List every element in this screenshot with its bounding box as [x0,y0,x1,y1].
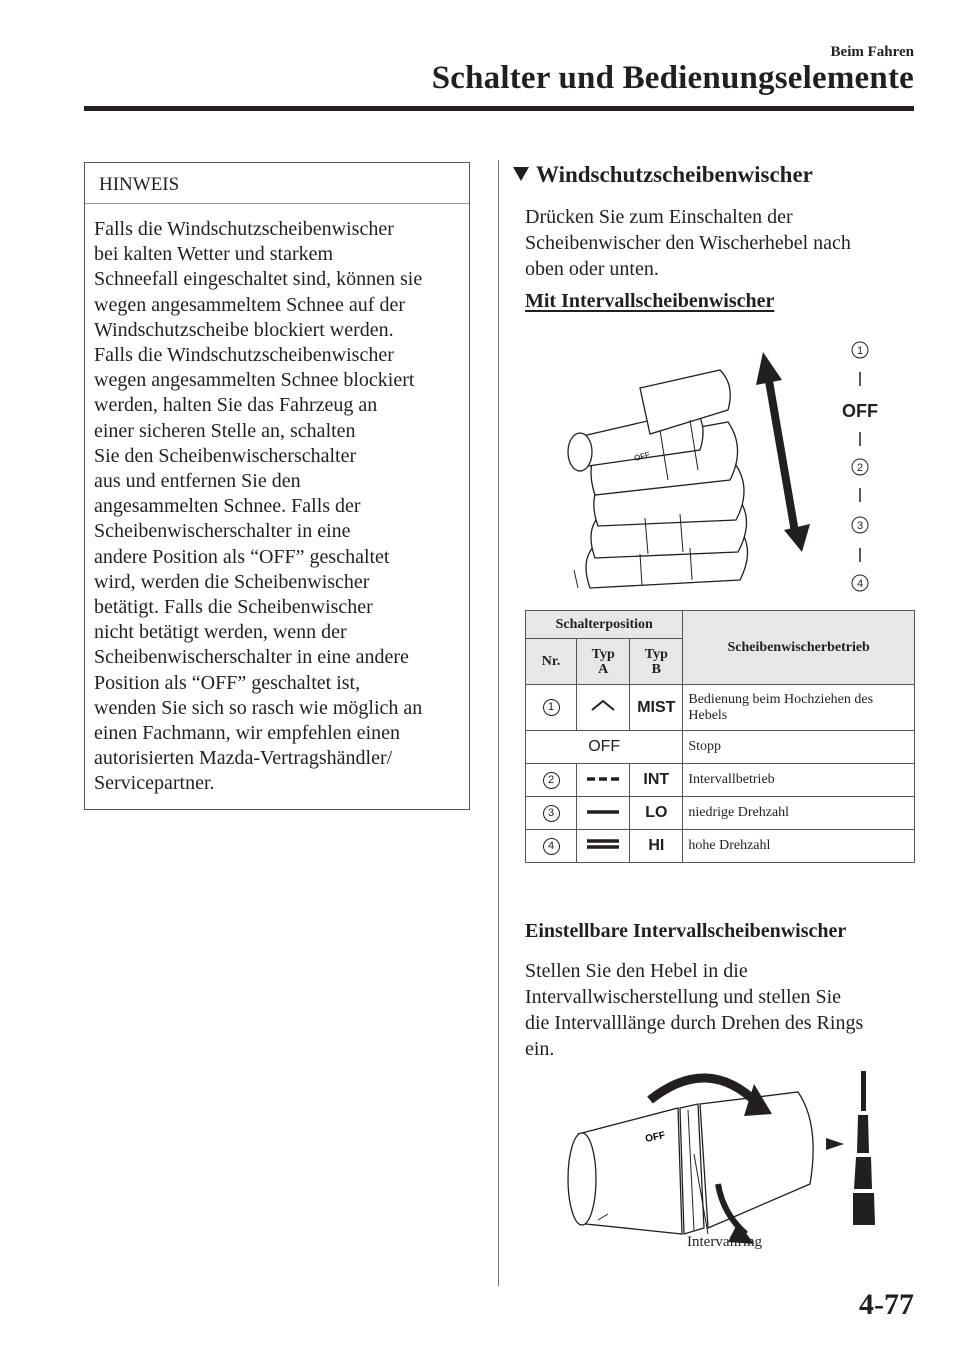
note-header [85,163,469,204]
page-number: 4-77 [859,1288,914,1321]
movement-double-arrow [756,352,810,552]
mist-chevron-icon [588,697,618,713]
type-b-symbol: MIST [630,685,683,731]
hi-double-line-icon [585,837,621,851]
note-box [84,162,470,810]
position-off-label: OFF [842,401,878,421]
row-number: 1 [543,699,560,716]
table-row [526,731,915,764]
switch-position-table [525,610,915,863]
position-2-label: 2 [856,462,864,474]
subtitle-adjustable-interval: Einstellbare Intervallscheibenwischer [525,920,847,942]
operation-text: Bedienung beim Hochziehen des Hebels [683,685,915,731]
position-4-label: 4 [856,578,864,590]
position-1-label: 1 [856,345,864,357]
intro-text: Drücken Sie zum Einschalten der Scheibenwischer den Wischerhebel nach oben oder unten. [525,206,851,280]
row-number: 2 [543,772,560,789]
type-b-symbol: INT [630,764,683,797]
type-b-symbol: HI [630,830,683,863]
adjust-instructions: Stellen Sie den Hebel in die Intervallwischerstellung und stellen Sie die Intervalllänge durch Drehen des Rings ein. [525,960,864,1060]
type-b-symbol: LO [630,797,683,830]
interval-length-scale-icon [852,1071,876,1225]
operation-text: hohe Drehzahl [683,830,915,863]
header-rule [84,106,914,111]
table-header-type-a: Typ A [577,639,630,685]
position-3-label: 3 [856,520,864,532]
row-number: 3 [543,805,560,822]
table-header-position: Schalterposition [526,611,683,639]
interval-ring-illustration [558,1064,888,1260]
note-text: Falls die Windschutzscheibenwischer bei kalten Wetter und starkem Schneefall eingeschaltet sind, können sie wegen angesammeltem Schnee auf der Windschutzscheibe blockiert werden. Falls die Windschutzscheibenwischer wegen angesammelten Schnee blockiert werden, halten Sie das Fahrzeug an einer sicheren Stelle an, schalten Sie den Scheibenwischerschalter aus und entfernen Sie den angesammelten Schnee. Falls der Scheibenwischerschalter in eine andere Position als “OFF” geschaltet wird, werden die Scheibenwischer betätigt. Falls die Scheibenwischer nicht betätigt werden, wenn der Scheibenwischerschalter in eine andere Position als “OFF” geschaltet ist, wenden Sie sich so rasch wie möglich an einen Fachmann, wir empfehlen einen autorisierten Mazda-Vertragshändler/ Servicepartner. [94,218,423,795]
table-header-operation: Scheibenwischerbetrieb [683,611,915,685]
int-dashes-icon [585,773,621,783]
section-title [513,162,813,188]
header-section: Beim Fahren [830,44,914,60]
wiper-lever-illustration [560,330,890,600]
lever-off-marking: OFF [644,1130,667,1145]
table-row [526,685,915,731]
section-title-text: Windschutzscheibenwischer [536,162,813,187]
off-symbol: OFF [526,731,683,764]
operation-text: niedrige Drehzahl [683,797,915,830]
pointer-triangle-icon [826,1138,844,1150]
table-row [526,764,915,797]
column-divider [498,160,499,1286]
triangle-bullet-icon [513,167,529,181]
subtitle-interval-wiper: Mit Intervallscheibenwischer [525,290,775,312]
note-title: HINWEIS [99,174,180,195]
interval-ring-label: Intervallring [687,1234,762,1250]
table-header-type-b: Typ B [630,639,683,685]
operation-text: Intervallbetrieb [683,764,915,797]
lever-off-marking: OFF [633,450,651,463]
lo-line-icon [585,806,621,816]
table-row [526,830,915,863]
row-number: 4 [543,838,560,855]
table-header-nr: Nr. [526,639,577,685]
operation-text: Stopp [683,731,915,764]
page-title: Schalter und Bedienungselemente [431,60,914,96]
table-row [526,797,915,830]
